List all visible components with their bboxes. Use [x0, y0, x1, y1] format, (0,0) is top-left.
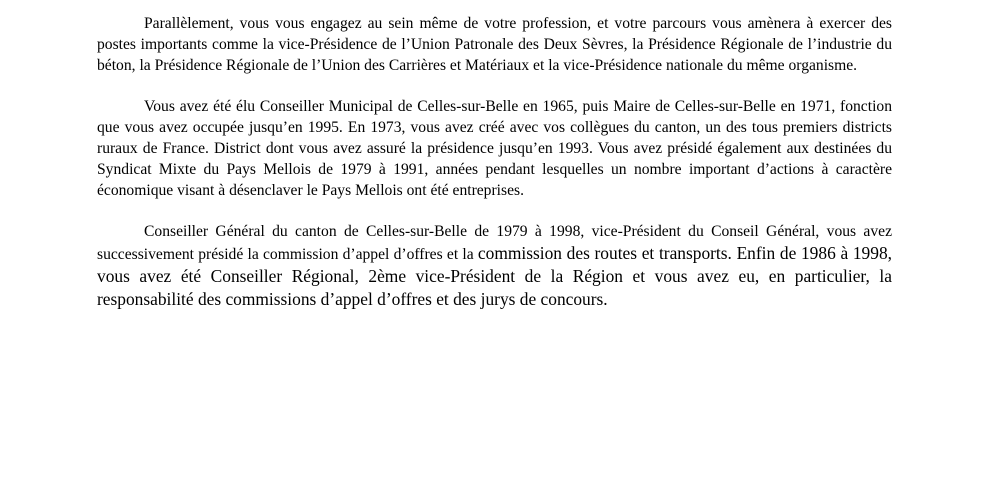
paragraph-municipal-career	[97, 97, 892, 201]
paragraph-text-large: commission des routes et transports. Enfin de 1986 à 1998, vous avez été Conseiller Régional, 2ème vice-Président de la Région et vous avez eu, en particulier, la responsabilité des commissions d’appel d’offres et des jurys de concours.	[97, 243, 892, 309]
paragraph-text: Parallèlement, vous vous engagez au sein même de votre profession, et votre parcours vous amènera à exercer des postes importants comme la vice-Présidence de l’Union Patronale des Deux Sèvres, la Présidence Régionale de l’industrie du béton, la Présidence Régionale de l’Union des Carrières et Matériaux et la vice-Présidence nationale du même organisme.	[97, 15, 892, 74]
paragraph-general-council-career	[97, 222, 892, 311]
paragraph-text: Vous avez été élu Conseiller Municipal de Celles-sur-Belle en 1965, puis Maire de Celles-sur-Belle en 1971, fonction que vous avez occupée jusqu’en 1995. En 1973, vous avez créé avec vos collègues du canton, un des tous premiers districts ruraux de France. District dont vous avez assuré la présidence jusqu’en 1993. Vous avez présidé également aux destinées du Syndicat Mixte du Pays Mellois de 1979 à 1991, années pendant lesquelles un nombre important d’actions à caractère économique visant à désenclaver le Pays Mellois ont été entreprises.	[97, 98, 892, 199]
document-page	[97, 14, 892, 333]
paragraph-professional-career	[97, 14, 892, 76]
paragraph-text: Conseiller Général du canton de Celles-sur-Belle de 1979 à 1998, vice-Président du Conseil Général, vous avez successivement présidé la commission d’appel d’offres et la	[97, 223, 892, 264]
